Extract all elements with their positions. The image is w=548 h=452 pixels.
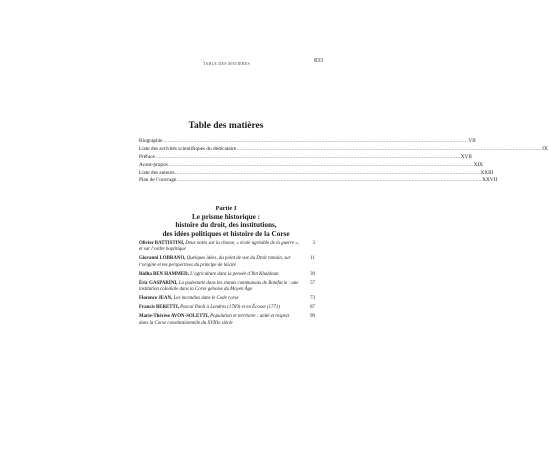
- toc-entry[interactable]: [139, 305, 315, 311]
- entry-title: Pascal Paoli à Londres (1769) et en Écosse (1771): [178, 305, 280, 311]
- running-title: TABLE DES MATIÈRES: [203, 61, 251, 66]
- toc-entry[interactable]: [139, 241, 315, 254]
- entry-page: 11: [310, 256, 315, 262]
- toc-entry[interactable]: [139, 177, 498, 185]
- toc-entry-label: Préface: [139, 153, 155, 160]
- entry-page: 57: [310, 280, 315, 286]
- toc-entry-label: Liste des activités scientifiques du dédicataire: [139, 145, 237, 152]
- part-entries-list: [139, 241, 315, 330]
- dot-leader: ........................................................................................................................................................................................................: [163, 137, 468, 144]
- toc-entry-label: Biographie: [139, 137, 163, 144]
- toc-entry-label: Avant-propos: [139, 161, 168, 168]
- entry-page: 39: [310, 271, 315, 277]
- part-label: Partie I: [215, 205, 237, 212]
- entry-author: Éric GASPARINI,: [139, 280, 178, 286]
- dot-leader: ........................................................................................................................................................................................................: [155, 153, 461, 160]
- dot-leader: ........................................................................................................................................................................................................: [175, 169, 480, 176]
- toc-entry[interactable]: [139, 153, 472, 162]
- toc-entry[interactable]: [139, 314, 315, 327]
- toc-title: Table des matières: [188, 121, 264, 131]
- toc-entry[interactable]: [139, 137, 476, 146]
- entry-title: Population et territoire : unité et respect dans la Corse constitutionnelle du XVIIIe siècle: [139, 314, 290, 326]
- toc-entry-page: XIX: [473, 161, 483, 168]
- entry-author: Marie-Thérèse AVON-SOLETTI,: [139, 314, 209, 320]
- toc-entry-page: XXIII: [480, 169, 494, 176]
- page-number: 833: [314, 58, 323, 64]
- toc-entry[interactable]: [139, 281, 315, 294]
- toc-entry[interactable]: [139, 161, 483, 170]
- entry-page: 73: [310, 296, 315, 302]
- entry-author: Francis BERETTI,: [139, 305, 179, 311]
- dot-leader: ........................................................................................................................................................................................................: [168, 161, 474, 168]
- part-heading: [0, 205, 452, 238]
- toc-entry-page: XVII: [460, 153, 472, 160]
- part-title-line: Le prisme historique :: [191, 213, 261, 221]
- entry-page: 3: [312, 241, 315, 246]
- entry-author: Olivier BATTISTINI,: [139, 241, 185, 246]
- toc-entry[interactable]: [139, 169, 494, 178]
- entry-title: Deux notes sur la chasse, « école agréable de la guerre », et sur l’ordre hoplitique: [139, 241, 299, 253]
- toc-entry-page: XXVII: [482, 177, 498, 184]
- toc-entry-label: Plan de l’ouvrage: [139, 177, 177, 184]
- toc-entry-page: VII: [468, 137, 476, 144]
- entry-title: L’agriculture dans la pensée d’Ibn Khaldoun: [188, 271, 279, 277]
- part-title-line: des idées politiques et histoire de la Corse: [162, 229, 290, 238]
- toc-entry[interactable]: [139, 272, 315, 278]
- dot-leader: ........................................................................................................................................................................................................: [236, 145, 542, 152]
- entry-title: Les incendies dans le Code corse: [172, 296, 239, 302]
- toc-entry-label: Liste des auteurs: [139, 169, 175, 176]
- toc-entry[interactable]: [139, 256, 315, 269]
- toc-entry[interactable]: [139, 145, 548, 154]
- entry-page: 99: [310, 314, 315, 320]
- entry-page: 87: [310, 305, 315, 311]
- entry-author: Giovanni LOBRANO,: [139, 256, 186, 262]
- entry-author: Ridha BEN HAMMED,: [139, 271, 189, 277]
- entry-title: La podestatie dans les statuts communaux de Bonifacio : une institution coloniale dans la Corse génoise du Moyen Âge: [139, 280, 299, 293]
- front-matter-list: [139, 137, 548, 185]
- toc-entry-page: IX: [542, 145, 548, 152]
- toc-entry[interactable]: [139, 296, 315, 302]
- entry-author: Florence JEAN,: [139, 296, 173, 302]
- entry-title: Quelques idées, du point de vue du Droit romain, sur l’origine et les perspectives du principe de laïcité: [139, 256, 291, 268]
- part-title-line: histoire du droit, des institutions,: [175, 221, 277, 230]
- dot-leader: ........................................................................................................................................................................................................: [176, 177, 482, 184]
